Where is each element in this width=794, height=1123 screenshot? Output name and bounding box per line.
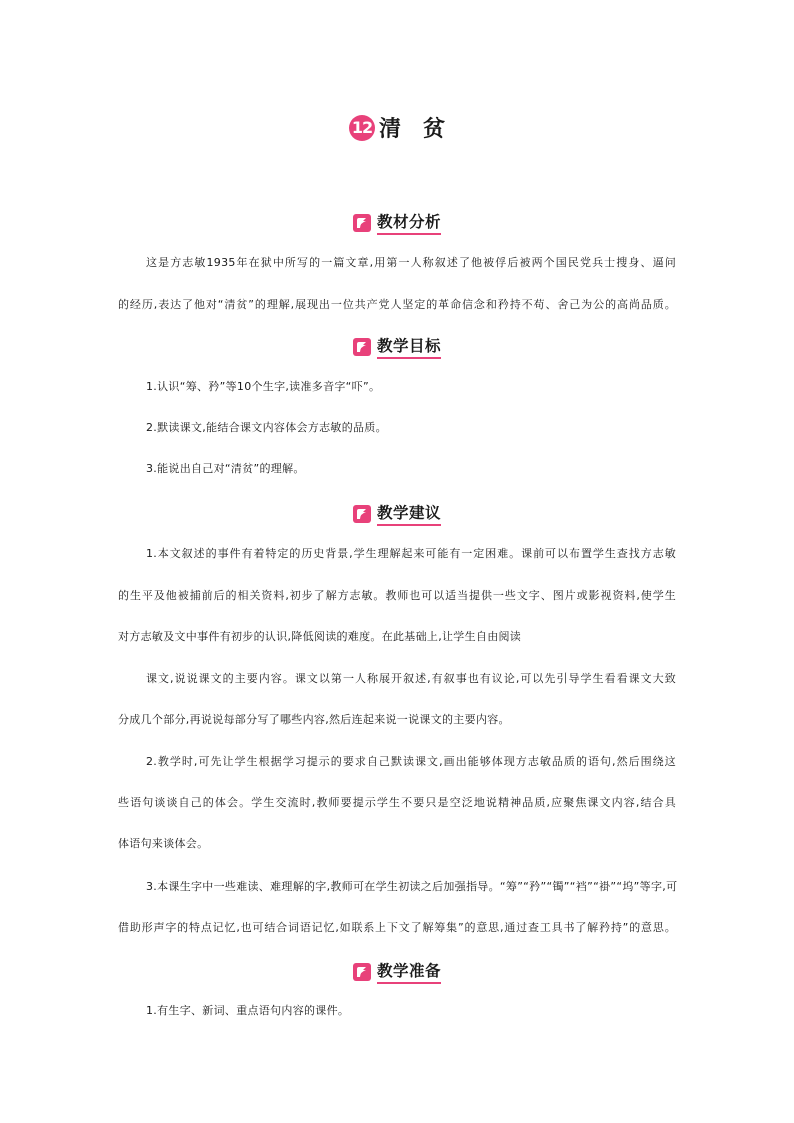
goal-item: 2.默读课文,能结合课文内容体会方志敏的品质。 <box>146 421 387 434</box>
paragraph-line: 些语句谈谈自己的体会。学生交流时,教师要提示学生不要只是空泛地说精神品质,应聚焦课文内容,结合具 <box>118 796 676 809</box>
lesson-number-badge: 12 <box>349 115 375 141</box>
goal-item: 1.认识“筹、矜”等10个生字,读准多音字“吓”。 <box>146 380 381 393</box>
lesson-name: 清贫 <box>378 116 467 142</box>
paragraph-line: 3.本课生字中一些难读、难理解的字,教师可在学生初读之后加强指导。“筹”“矜”“镯”“裆”“褂”“坞”等字,可 <box>146 880 678 893</box>
paragraph-line: 1.本文叙述的事件有着特定的历史背景,学生理解起来可能有一定困难。课前可以布置学生查找方志敏 <box>146 547 676 560</box>
paragraph-line: 对方志敏及文中事件有初步的认识,降低阅读的难度。在此基础上,让学生自由阅读 <box>118 630 522 643</box>
section-marker-icon <box>353 963 371 981</box>
preparation-item: 1.有生字、新词、重点语句内容的课件。 <box>146 1004 350 1017</box>
section-marker-icon <box>353 214 371 232</box>
paragraph-line: 课文,说说课文的主要内容。课文以第一人称展开叙述,有叙事也有议论,可以先引导学生看看课文大致 <box>146 672 676 685</box>
section-marker-icon <box>353 338 371 356</box>
paragraph-line: 分成几个部分,再说说每部分写了哪些内容,然后连起来说一说课文的主要内容。 <box>118 713 510 726</box>
paragraph-line: 的生平及他被捕前后的相关资料,初步了解方志敏。教师也可以适当提供一些文字、图片或影视资料,使学生 <box>118 589 676 602</box>
section-marker-icon <box>353 505 371 523</box>
section-heading-analysis <box>0 210 794 235</box>
paragraph-line: 体语句来谈体会。 <box>118 837 209 850</box>
section-title: 教学准备 <box>377 959 441 984</box>
paragraph-line: 这是方志敏1935年在狱中所写的一篇文章,用第一人称叙述了他被俘后被两个国民党兵士搜身、逼问 <box>146 256 676 269</box>
goal-item: 3.能说出自己对“清贫”的理解。 <box>146 462 305 475</box>
section-heading-goals <box>0 334 794 359</box>
section-title: 教学目标 <box>377 334 441 359</box>
section-heading-preparation <box>0 959 794 984</box>
paragraph-line: 借助形声字的特点记忆,也可结合词语记忆,如联系上下文了解筹集”的意思,通过查工具书了解矜持”的意思。 <box>118 921 676 934</box>
paragraph-line: 2.教学时,可先让学生根据学习提示的要求自己默读课文,画出能够体现方志敏品质的语句,然后围绕这 <box>146 755 676 768</box>
paragraph-line: 的经历,表达了他对“清贫”的理解,展现出一位共产党人坚定的革命信念和矜持不苟、舍己为公的高尚品质。 <box>118 298 676 311</box>
section-title: 教材分析 <box>377 210 441 235</box>
section-title: 教学建议 <box>377 501 441 526</box>
section-heading-suggestions <box>0 501 794 526</box>
lesson-title <box>0 112 794 143</box>
